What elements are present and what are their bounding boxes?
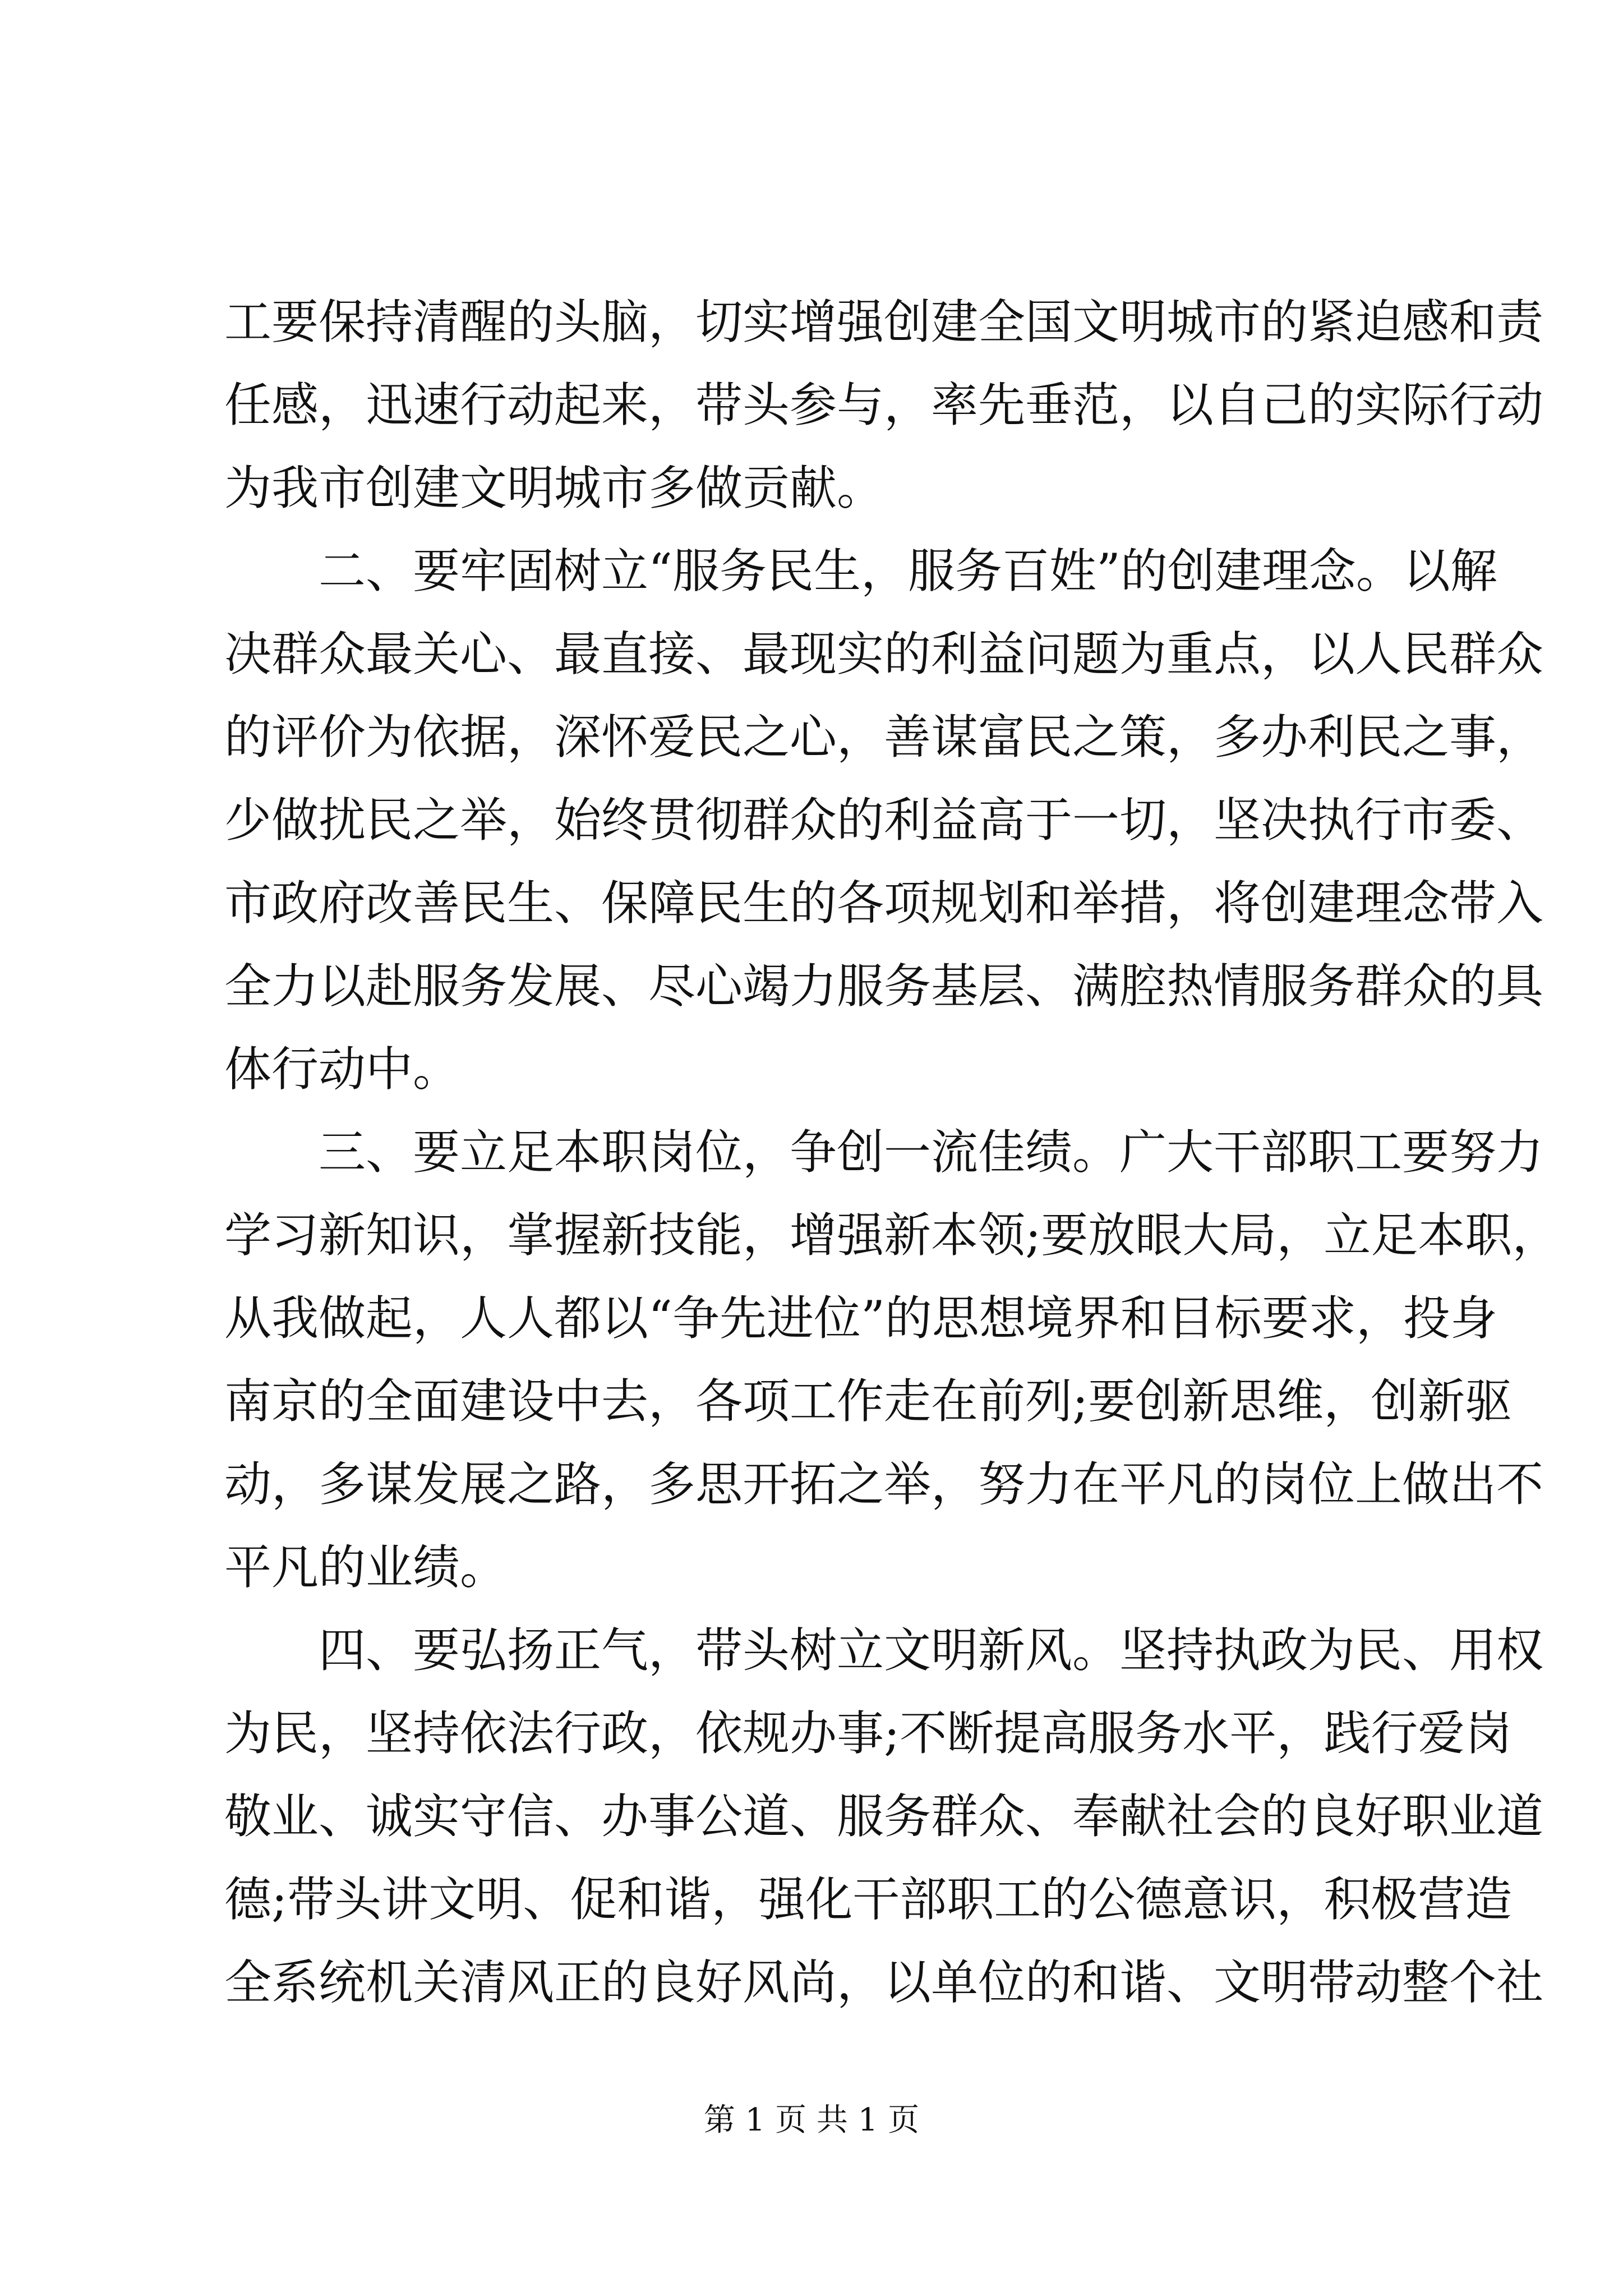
text-line: 体行动中。 [224,1042,460,1097]
paragraph-first-line: 三、要立足本职岗位，争创一流佳绩。广大干部职工要努力 [319,1125,1544,1180]
text-line: 平凡的业绩。 [224,1540,508,1595]
text-line: 全系统机关清风正的良好风尚，以单位的和谐、文明带动整个社 [224,1955,1544,2010]
text-line: 学习新知识，掌握新技能，增强新本领;要放眼大局，立足本职， [224,1208,1560,1263]
paragraph-first-line: 四、要弘扬正气，带头树立文明新风。坚持执政为民、用权 [319,1623,1544,1678]
text-line: 决群众最关心、最直接、最现实的利益问题为重点，以人民群众 [224,627,1544,682]
text-line: 全力以赴服务发展、尽心竭力服务基层、满腔热情服务群众的具 [224,959,1544,1014]
text-line: 动，多谋发展之路，多思开拓之举，努力在平凡的岗位上做出不 [224,1457,1544,1512]
text-line: 从我做起，人人都以“争先进位”的思想境界和目标要求，投身 [224,1291,1497,1346]
text-line: 为我市创建文明城市多做贡献。 [224,461,884,516]
paragraph-first-line: 二、要牢固树立“服务民生，服务百姓”的创建理念。以解 [319,544,1497,599]
text-line: 敬业、诚实守信、办事公道、服务群众、奉献社会的良好职业道 [224,1789,1544,1844]
text-line: 南京的全面建设中去，各项工作走在前列;要创新思维，创新驱 [224,1374,1513,1429]
text-line: 德;带头讲文明、促和谐，强化干部职工的公德意识，积极营造 [224,1872,1513,1927]
text-line: 为民，坚持依法行政，依规办事;不断提高服务水平，践行爱岗 [224,1706,1513,1761]
text-line: 的评价为依据，深怀爱民之心，善谋富民之策，多办利民之事， [224,710,1544,765]
text-line: 少做扰民之举，始终贯彻群众的利益高于一切，坚决执行市委、 [224,793,1544,848]
document-body [224,280,1560,2024]
text-line: 工要保持清醒的头脑，切实增强创建全国文明城市的紧迫感和责 [224,295,1544,349]
page-footer: 第 1 页 共 1 页 [703,2102,920,2138]
text-line: 任感，迅速行动起来，带头参与，率先垂范，以自己的实际行动 [224,378,1544,432]
text-line: 市政府改善民生、保障民生的各项规划和举措，将创建理念带入 [224,876,1544,931]
